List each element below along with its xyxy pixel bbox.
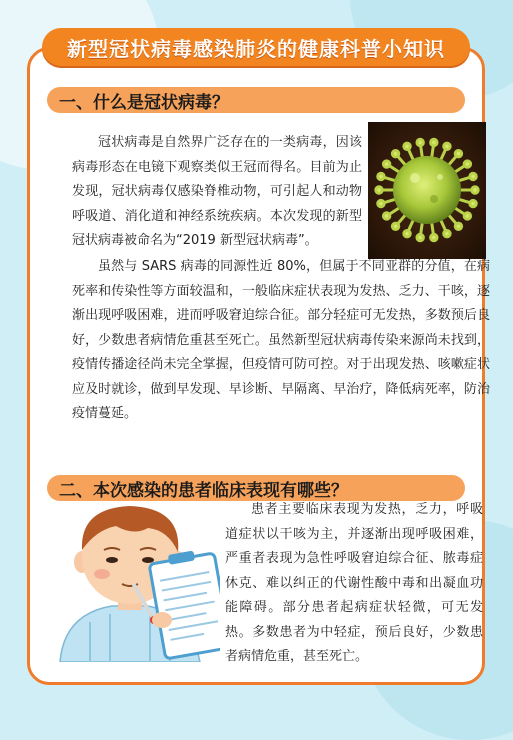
section1-paragraph-1: 冠状病毒是自然界广泛存在的一类病毒，因该病毒形态在电镜下观察类似王冠而得名。目前为止发现，冠状病毒仅感染脊椎动物，可引起人和动物呼吸道、消化道和神经系统疾病。本次发现的新型冠状病毒被命名为“2019 新型冠状病毒”。: [72, 135, 362, 248]
page-title: 新型冠状病毒感染肺炎的健康科普小知识: [67, 36, 445, 61]
section-heading-1: [47, 87, 465, 113]
sick-child-illustration: [50, 502, 220, 662]
section-heading-text: 二、本次感染的患者临床表现有哪些？: [59, 480, 348, 501]
section-heading-text: 一、什么是冠状病毒？: [59, 92, 229, 113]
coronavirus-illustration: [368, 122, 486, 259]
title-banner: [42, 28, 470, 66]
section2-paragraph: 患者主要临床表现为发热，乏力，呼吸道症状以干咳为主，并逐渐出现呼吸困难，严重者表现为急性呼吸窘迫综合征、脓毒症休克、难以纠正的代谢性酸中毒和出凝血功能障碍。部分患者起病症状轻微，可无发热。多数患者为中轻症，预后良好，少数患者病情危重，甚至死亡。: [225, 502, 483, 664]
section1-paragraph-2: 虽然与 SARS 病毒的同源性近 80%，但属于不同亚群的分值，在病死率和传染性等方面较温和，一般临床症状表现为发热、乏力、干咳，逐渐出现呼吸困难，进而呼吸窘迫综合征。部分轻症可无发热，多数预后良好，少数患者病情危重甚至死亡。虽然新型冠状病毒传染来源尚未找到，疫情传播途径尚未完全掌握，但疫情可防可控。对于出现发热、咳嗽症状应及时就诊，做到早发现、早诊断、早隔离、早治疗，降低病死率，防治疫情蔓延。: [72, 259, 490, 421]
virus-icon: [368, 122, 486, 259]
